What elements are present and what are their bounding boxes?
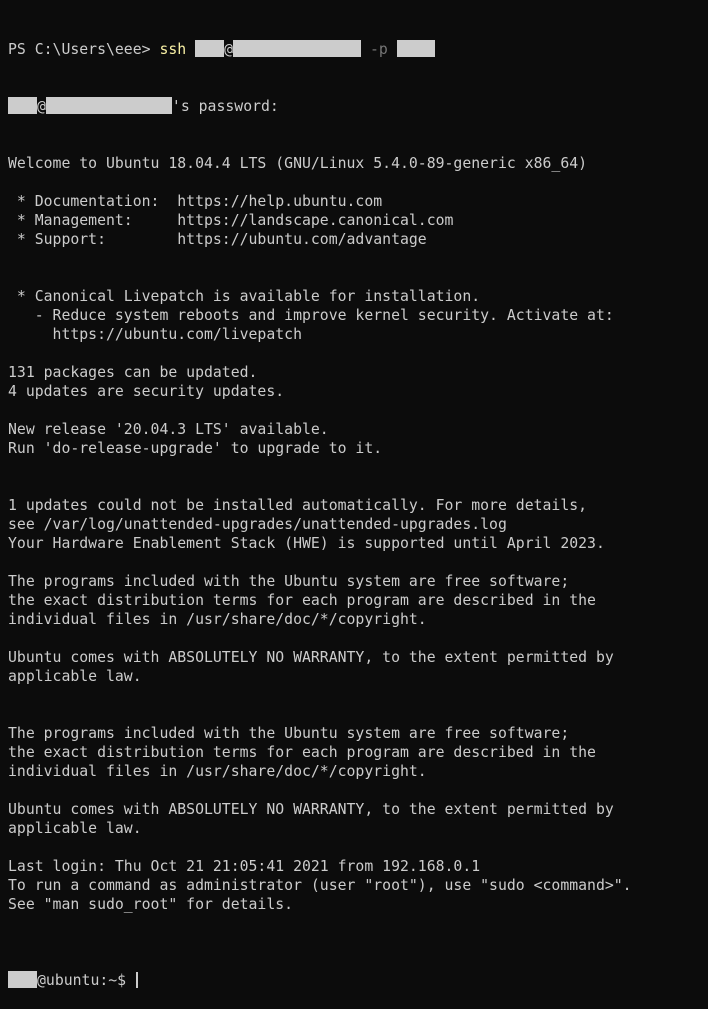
output-line [8, 458, 708, 477]
output-line: * Management: https://landscape.canonical.com [8, 212, 454, 229]
powershell-prompt: PS C:\Users\eee> [8, 41, 160, 58]
output-line: 4 updates are security updates. [8, 383, 285, 400]
output-line: * Documentation: https://help.ubuntu.com [8, 193, 383, 210]
output-line: see /var/log/unattended-upgrades/unattended-upgrades.log [8, 516, 507, 533]
text-cursor [136, 972, 138, 988]
output-line: Ubuntu comes with ABSOLUTELY NO WARRANTY, to the extent permitted by [8, 801, 614, 818]
output-line: * Canonical Livepatch is available for installation. [8, 288, 481, 305]
output-line: New release '20.04.3 LTS' available. [8, 421, 329, 438]
output-line: Welcome to Ubuntu 18.04.4 LTS (GNU/Linux 5.4.0-89-generic x86_64) [8, 155, 588, 172]
output-line: - Reduce system reboots and improve kernel security. Activate at: [8, 307, 614, 324]
redacted-username [8, 971, 37, 988]
output-line: See "man sudo_root" for details. [8, 896, 294, 913]
output-line: applicable law. [8, 668, 142, 685]
output-line: 1 updates could not be installed automatically. For more details, [8, 497, 588, 514]
output-line: Your Hardware Enablement Stack (HWE) is supported until April 2023. [8, 535, 605, 552]
output-line: applicable law. [8, 820, 142, 837]
at-sign: @ [224, 41, 234, 58]
output-line [8, 629, 708, 648]
password-prompt-line [8, 97, 708, 116]
shell-prompt-text: @ubuntu:~$ [37, 972, 135, 989]
output-line [8, 914, 708, 933]
output-line: https://ubuntu.com/livepatch [8, 326, 302, 343]
terminal-window[interactable] [8, 2, 708, 1009]
ssh-command: ssh [159, 41, 187, 58]
output-line: Run 'do-release-upgrade' to upgrade to it. [8, 440, 383, 457]
output-line [8, 173, 708, 192]
redacted-host [233, 40, 361, 57]
output-line: Last login: Thu Oct 21 21:05:41 2021 from 192.168.0.1 [8, 858, 481, 875]
output-line: the exact distribution terms for each program are described in the [8, 744, 596, 761]
output-line [8, 477, 708, 496]
output-line [8, 344, 708, 363]
output-line [8, 268, 708, 287]
output-line: Ubuntu comes with ABSOLUTELY NO WARRANTY, to the extent permitted by [8, 649, 614, 666]
output-line: * Support: https://ubuntu.com/advantage [8, 231, 427, 248]
output-line: The programs included with the Ubuntu system are free software; [8, 725, 570, 742]
terminal-output [8, 154, 708, 933]
redacted-username [195, 40, 224, 57]
password-prompt-text: 's password: [171, 98, 279, 115]
output-line [8, 249, 708, 268]
at-sign: @ [37, 98, 46, 115]
output-line: The programs included with the Ubuntu system are free software; [8, 573, 570, 590]
output-line [8, 781, 708, 800]
output-line: individual files in /usr/share/doc/*/copyright. [8, 763, 427, 780]
port-flag: -p [369, 41, 388, 58]
powershell-command-line [8, 40, 708, 59]
redacted-port [397, 40, 435, 57]
output-line: 131 packages can be updated. [8, 364, 258, 381]
output-line [8, 705, 708, 724]
redacted-username [8, 97, 37, 114]
redacted-host [46, 97, 172, 114]
output-line [8, 401, 708, 420]
output-line: To run a command as administrator (user "root"), use "sudo <command>". [8, 877, 632, 894]
output-line [8, 553, 708, 572]
shell-prompt-line[interactable] [8, 971, 708, 990]
output-line: the exact distribution terms for each program are described in the [8, 592, 596, 609]
output-line [8, 838, 708, 857]
output-line: individual files in /usr/share/doc/*/copyright. [8, 611, 427, 628]
output-line [8, 686, 708, 705]
